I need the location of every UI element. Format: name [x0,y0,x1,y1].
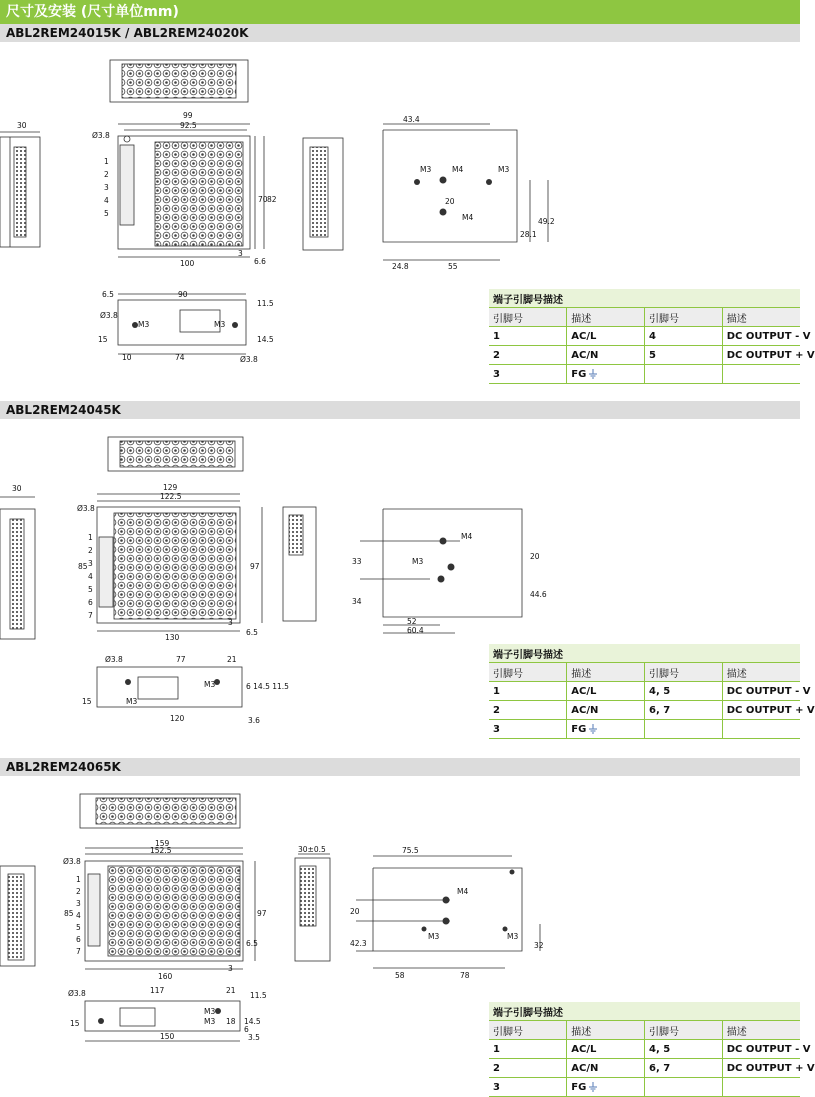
dim-bot-90: 90 [178,290,188,299]
table-header: 引脚号 [645,663,723,682]
section-heading-2: ABL2REM24045K [0,401,800,419]
label-m4: M4 [452,165,464,174]
dim-hole: Ø3.8 [92,131,110,140]
terminal-label: 1 [76,875,81,884]
dim-hole: Ø3.8 [77,504,95,513]
table-header: 引脚号 [489,308,567,327]
terminal-label: 5 [104,209,109,218]
section-heading-3: ABL2REM24065K [0,758,800,776]
dimension-drawing-2 [0,419,560,739]
table-header: 描述 [567,663,645,682]
dimension-drawing-1 [0,42,560,372]
dim-mount-423: 42.3 [350,939,367,948]
label-m3: M3 [498,165,510,174]
dim-bot-65: 6.5 [102,290,114,299]
dim-mount-33: 33 [352,557,362,566]
table-row [489,1040,800,1059]
page-title: 尺寸及安装 (尺寸单位mm) [0,0,800,24]
label-m3: M3 [412,557,424,566]
dim-front-w2: 122.5 [160,492,182,501]
dim-bot-74: 74 [175,353,185,362]
table-caption: 端子引脚号描述 [489,1002,800,1021]
dim-bot-36: 3.6 [248,716,260,725]
label-m4: M4 [461,532,473,541]
dim-bot-hole: Ø3.8 [68,989,86,998]
pin-number: 1 [489,682,567,701]
dim-mount-492: 49.2 [538,217,555,226]
dim-bot-hole: Ø3.8 [100,311,118,320]
dim-mount-20: 20 [445,197,455,206]
dim-bot-21: 21 [226,986,236,995]
dim-bot-15: 15 [82,697,92,706]
pin-description: DC OUTPUT + V [722,346,800,365]
pin-table-2 [489,644,815,739]
label-m3: M3 [204,1007,216,1016]
terminal-label: 3 [104,183,109,192]
pin-description: DC OUTPUT + V [722,701,800,720]
terminal-label: 4 [88,572,93,581]
table-header: 描述 [567,1021,645,1040]
dim-small-3: 3 [228,618,233,627]
dim-front-w2: 92.5 [180,121,197,130]
table-row [489,327,800,346]
table-header: 引脚号 [645,1021,723,1040]
terminal-label: 7 [76,947,81,956]
terminal-label: 4 [104,196,109,205]
dim-front-h1: 70 [258,195,268,204]
pin-number: 4 [645,327,723,346]
label-m4: M4 [457,887,469,896]
dim-front-w2: 152.5 [150,846,172,855]
pin-number: 3 [489,1078,567,1097]
pin-number: 2 [489,346,567,365]
table-row [489,701,800,720]
terminal-label: 2 [88,546,93,555]
terminal-label: 3 [88,559,93,568]
table-header: 引脚号 [489,663,567,682]
pin-number: 5 [645,346,723,365]
label-m3: M3 [204,680,216,689]
terminal-label: 5 [88,585,93,594]
pin-number: 2 [489,701,567,720]
dim-front-bottom: 160 [158,972,173,981]
dim-small-65: 6.5 [246,628,258,637]
pin-number [645,365,723,384]
ground-icon [588,1082,598,1092]
dim-side-width: 30±0.5 [298,845,326,854]
dim-mount-20: 20 [530,552,540,561]
pin-table-1 [489,289,815,384]
table-row [489,346,800,365]
label-m3: M3 [138,320,150,329]
dim-bot-hole: Ø3.8 [240,355,258,364]
dim-small-3: 3 [228,964,233,973]
pin-description-fg [567,720,645,739]
pin-description [722,720,800,739]
dim-small-65: 6.5 [246,939,258,948]
table-header: 描述 [722,308,800,327]
dim-front-bottom: 100 [180,259,195,268]
table-caption: 端子引脚号描述 [489,289,800,308]
label-m3: M3 [420,165,432,174]
dim-bot-15: 15 [70,1019,80,1028]
dim-front-h2: 97 [257,909,267,918]
dim-mount-281: 28.1 [520,230,537,239]
terminal-label: 6 [76,935,81,944]
pin-description: FG [571,723,587,735]
terminal-label: 2 [104,170,109,179]
dim-mount-446: 44.6 [530,590,547,599]
pin-description: AC/L [567,327,645,346]
terminal-label: 1 [104,157,109,166]
table-row [489,720,800,739]
dim-front-h2: 97 [250,562,260,571]
pin-number: 6, 7 [645,1059,723,1078]
pin-description [722,1078,800,1097]
terminal-label: 6 [88,598,93,607]
label-m3: M3 [507,932,519,941]
label-m3: M3 [428,932,440,941]
pin-description: FG [571,368,587,380]
terminal-label: 4 [76,911,81,920]
dim-front-w1: 129 [163,483,178,492]
dim-front-w1: 159 [155,839,170,848]
dim-bot-77: 77 [176,655,186,664]
label-m4: M4 [462,213,474,222]
pin-number: 6, 7 [645,701,723,720]
dim-mount-248: 24.8 [392,262,409,271]
dim-mount-604: 60.4 [407,626,424,635]
label-m3: M3 [214,320,226,329]
dim-bot-35: 3.5 [248,1033,260,1042]
terminal-label: 7 [88,611,93,620]
pin-number: 1 [489,327,567,346]
dim-mount-20: 20 [350,907,360,916]
pin-number [645,1078,723,1097]
dim-bot-18: 18 [226,1017,236,1026]
dim-mount-w: 43.4 [403,115,420,124]
pin-description: DC OUTPUT - V [722,1040,800,1059]
pin-description-fg [567,1078,645,1097]
dim-front-w1: 99 [183,111,193,120]
dim-front-bottom: 130 [165,633,180,642]
pin-description: DC OUTPUT - V [722,327,800,346]
table-header: 描述 [722,663,800,682]
dim-bot-hole: Ø3.8 [105,655,123,664]
dim-bot-small: 6 14.5 11.5 [246,682,289,691]
dim-bot-21: 21 [227,655,237,664]
pin-description: DC OUTPUT + V [722,1059,800,1078]
dim-mount-755: 75.5 [402,846,419,855]
dim-small-66: 6.6 [254,257,266,266]
table-row [489,1059,800,1078]
table-row [489,365,800,384]
pin-description: AC/L [567,682,645,701]
pin-number: 3 [489,365,567,384]
dimension-drawing-3 [0,776,560,1093]
section-heading-1: ABL2REM24015K / ABL2REM24020K [0,24,800,42]
dim-front-h1: 85 [64,909,74,918]
dim-bot-15: 15 [98,335,108,344]
ground-icon [588,724,598,734]
dim-bot-120: 120 [170,714,185,723]
label-m3: M3 [126,697,138,706]
dim-bot-145: 14.5 [257,335,274,344]
dim-small-3: 3 [238,249,243,258]
terminal-label: 1 [88,533,93,542]
table-row [489,1078,800,1097]
dim-side-width: 30 [17,121,27,130]
pin-description-fg [567,365,645,384]
dim-side-width: 30 [12,484,22,493]
pin-description: AC/N [567,1059,645,1078]
table-header: 引脚号 [489,1021,567,1040]
dim-bot-145: 14.5 [244,1017,261,1026]
pin-number: 4, 5 [645,1040,723,1059]
terminal-label: 3 [76,899,81,908]
dim-mount-32: 32 [534,941,544,950]
dim-mount-34: 34 [352,597,362,606]
dim-hole: Ø3.8 [63,857,81,866]
dim-bot-10: 10 [122,353,132,362]
pin-number: 1 [489,1040,567,1059]
pin-number: 4, 5 [645,682,723,701]
pin-number: 3 [489,720,567,739]
pin-table-3 [489,1002,815,1097]
pin-description: DC OUTPUT - V [722,682,800,701]
dim-bot-150: 150 [160,1032,175,1041]
dim-mount-58: 58 [395,971,405,980]
dim-mount-55: 55 [448,262,458,271]
dim-bot-115: 11.5 [250,991,267,1000]
dim-bot-117: 117 [150,986,165,995]
table-header: 描述 [567,308,645,327]
pin-description: FG [571,1081,587,1093]
terminal-label: 2 [76,887,81,896]
table-caption: 端子引脚号描述 [489,644,800,663]
table-row [489,682,800,701]
pin-description [722,365,800,384]
pin-description: AC/N [567,346,645,365]
dim-front-h2: 82 [267,195,277,204]
label-m3: M3 [204,1017,216,1026]
table-header: 描述 [722,1021,800,1040]
table-header: 引脚号 [645,308,723,327]
dim-mount-52: 52 [407,617,417,626]
pin-number: 2 [489,1059,567,1078]
pin-number [645,720,723,739]
ground-icon [588,369,598,379]
dim-bot-6: 6 [244,1025,249,1034]
pin-description: AC/L [567,1040,645,1059]
terminal-label: 5 [76,923,81,932]
dim-mount-78: 78 [460,971,470,980]
pin-description: AC/N [567,701,645,720]
dim-bot-115: 11.5 [257,299,274,308]
dim-front-h1: 85 [78,562,88,571]
